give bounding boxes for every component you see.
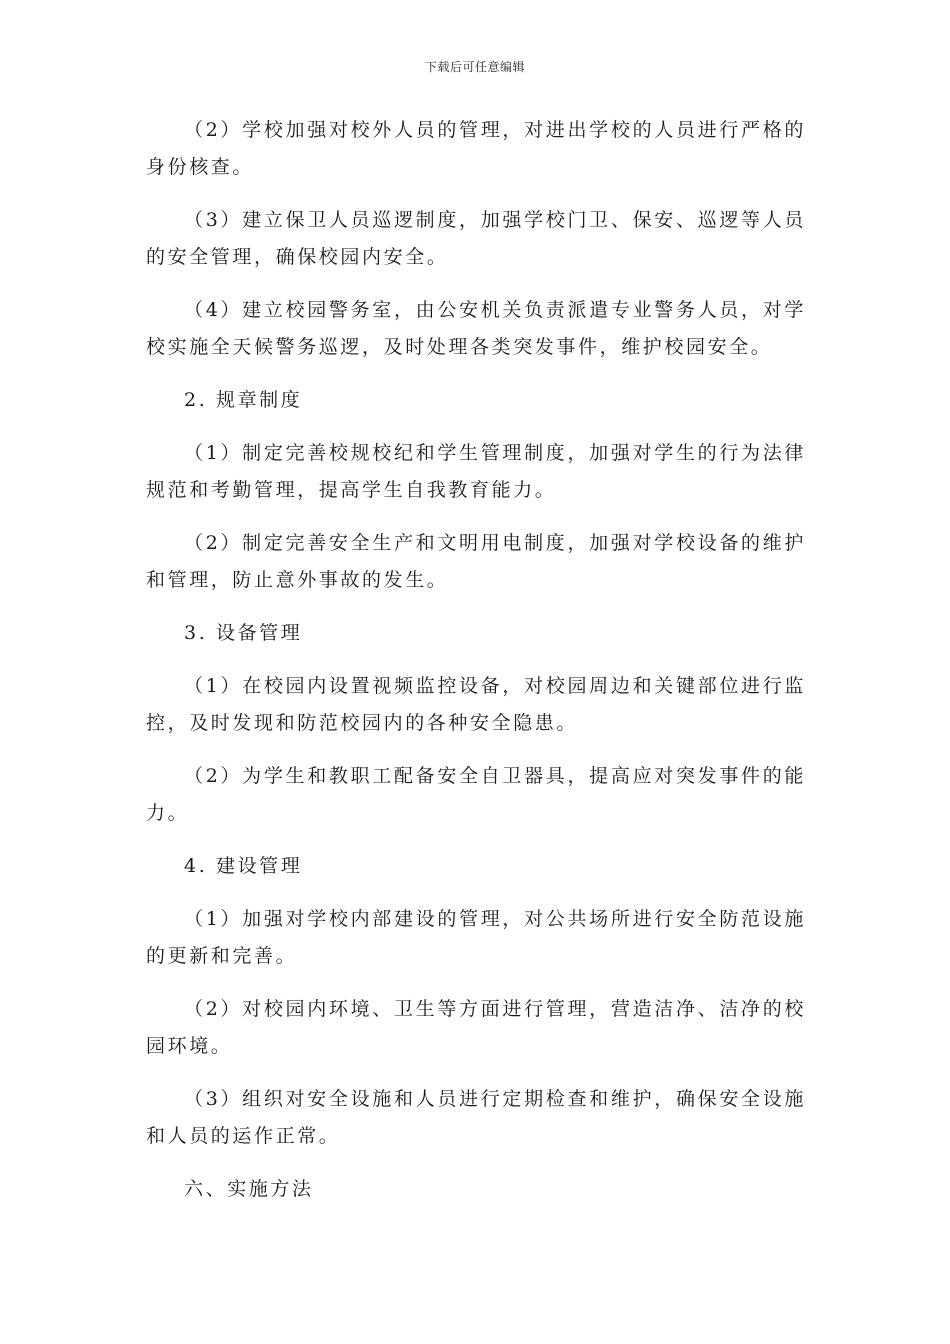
section-heading-equipment: 3. 设备管理	[184, 622, 303, 644]
paragraph-rules-2: （2）制定完善安全生产和文明用电制度，加强对学校设备的维护和管理，防止意外事故的发生。	[146, 532, 806, 591]
section-heading-construction: 4. 建设管理	[184, 855, 303, 877]
page-header-note: 下载后可任意编辑	[424, 60, 525, 74]
document-body	[146, 112, 806, 1224]
paragraph-construction-1: （1）加强对学校内部建设的管理，对公共场所进行安全防范设施的更新和完善。	[146, 908, 806, 967]
paragraph-4-police-room: （4）建立校园警务室，由公安机关负责派遣专业警务人员，对学校实施全天候警务巡逻，及时处理各类突发事件，维护校园安全。	[146, 299, 806, 358]
paragraph-rules-1: （1）制定完善校规校纪和学生管理制度，加强对学生的行为法律规范和考勤管理，提高学生自我教育能力。	[146, 442, 806, 501]
paragraph-3-patrol-system: （3）建立保卫人员巡逻制度，加强学校门卫、保安、巡逻等人员的安全管理，确保校园内安全。	[146, 209, 806, 268]
paragraph-construction-3: （3）组织对安全设施和人员进行定期检查和维护，确保安全设施和人员的运作正常。	[146, 1088, 806, 1147]
paragraph-equipment-1: （1）在校园内设置视频监控设备，对校园周边和关键部位进行监控，及时发现和防范校园内的各种安全隐患。	[146, 675, 806, 734]
section-heading-implementation: 六、实施方法	[184, 1178, 314, 1200]
paragraph-construction-2: （2）对校园内环境、卫生等方面进行管理，营造洁净、洁净的校园环境。	[146, 998, 806, 1057]
paragraph-equipment-2: （2）为学生和教职工配备安全自卫器具，提高应对突发事件的能力。	[146, 765, 806, 824]
section-heading-rules: 2. 规章制度	[184, 389, 303, 411]
paragraph-2-visitor-management: （2）学校加强对校外人员的管理，对进出学校的人员进行严格的身份核查。	[146, 119, 806, 178]
